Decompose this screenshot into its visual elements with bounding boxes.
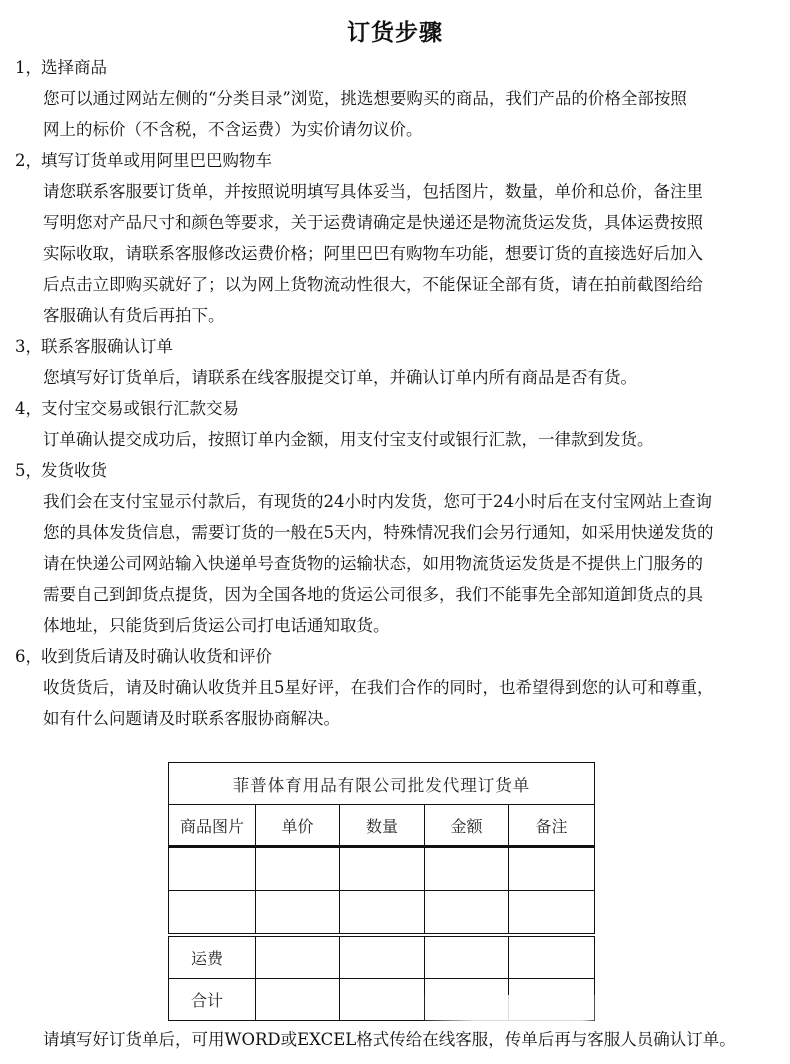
step-title: 收到货后请及时确认收货和评价 — [41, 647, 272, 666]
step-3 — [0, 331, 790, 393]
order-form-table — [168, 762, 594, 1017]
step-heading — [0, 145, 790, 176]
table-cell — [425, 935, 509, 979]
step-heading — [0, 393, 790, 424]
body-line: 您可以通过网站左侧的“分类目录”浏览，挑选想要购买的商品，我们产品的价格全部按照 — [43, 89, 687, 108]
total-label: 合计 — [169, 979, 256, 1021]
table-cell — [256, 935, 340, 979]
table-cell — [169, 847, 256, 891]
table-header-row — [169, 805, 595, 847]
step-body — [0, 362, 773, 393]
order-form-title: 菲普体育用品有限公司批发代理订货单 — [169, 763, 595, 805]
table-row — [169, 891, 595, 936]
step-heading — [0, 331, 790, 362]
column-header-notes: 备注 — [509, 805, 595, 847]
step-number: 4， — [15, 399, 42, 418]
step-body — [0, 672, 773, 734]
step-title: 选择商品 — [41, 58, 107, 77]
step-1 — [0, 52, 790, 145]
step-heading — [0, 641, 790, 672]
step-number: 6， — [15, 647, 42, 666]
step-number: 2， — [15, 151, 42, 170]
faded-watermark — [420, 995, 600, 1025]
table-cell — [256, 891, 340, 936]
column-header-quantity: 数量 — [340, 805, 425, 847]
steps-list — [0, 52, 790, 734]
body-line: 订单确认提交成功后，按照订单内金额，用支付宝支付或银行汇款，一律款到发货。 — [43, 430, 654, 449]
step-title: 填写订货单或用阿里巴巴购物车 — [41, 151, 272, 170]
page-title: 订货步骤 — [347, 20, 443, 46]
body-line: 体地址，只能货到后货运公司打电话通知取货。 — [43, 616, 390, 635]
step-number: 3， — [15, 337, 42, 356]
shipping-row — [169, 935, 595, 979]
table-cell — [509, 847, 595, 891]
table-cell — [256, 847, 340, 891]
step-number: 5， — [15, 461, 42, 480]
step-number: 1， — [15, 58, 42, 77]
body-line: 需要自己到卸货点提货，因为全国各地的货运公司很多，我们不能事先全部知道卸货点的具 — [43, 585, 703, 604]
step-title: 联系客服确认订单 — [41, 337, 173, 356]
step-6 — [0, 641, 790, 734]
table-cell — [169, 891, 256, 936]
step-body — [0, 486, 773, 641]
body-line: 请在快递公司网站输入快递单号查货物的运输状态，如用物流货运发货是不提供上门服务的 — [43, 554, 703, 573]
column-header-image: 商品图片 — [169, 805, 256, 847]
step-title: 支付宝交易或银行汇款交易 — [41, 399, 239, 418]
body-line: 我们会在支付宝显示付款后，有现货的24小时内发货，您可于24小时后在支付宝网站上查询 — [43, 492, 712, 511]
table-cell — [509, 891, 595, 936]
shipping-label: 运费 — [169, 935, 256, 979]
body-line: 实际收取，请联系客服修改运费价格；阿里巴巴有购物车功能，想要订货的直接选好后加入 — [43, 244, 703, 263]
table-row — [169, 847, 595, 891]
table-cell — [340, 847, 425, 891]
body-line: 您填写好订货单后，请联系在线客服提交订单，并确认订单内所有商品是否有货。 — [43, 368, 637, 387]
step-body — [0, 424, 773, 455]
body-line: 网上的标价（不含税，不含运费）为实价请勿议价。 — [43, 120, 423, 139]
step-4 — [0, 393, 790, 455]
step-heading — [0, 455, 790, 486]
table-cell — [425, 891, 509, 936]
body-line: 后点击立即购买就好了；以为网上货物流动性很大，不能保证全部有货，请在拍前截图给给 — [43, 275, 703, 294]
step-body — [0, 176, 773, 331]
step-body — [0, 83, 773, 145]
body-line: 收货货后，请及时确认收货并且5星好评，在我们合作的同时，也希望得到您的认可和尊重， — [43, 678, 714, 697]
step-2 — [0, 145, 790, 331]
column-header-amount: 金额 — [425, 805, 509, 847]
table-cell — [509, 935, 595, 979]
column-header-unit-price: 单价 — [256, 805, 340, 847]
body-line: 您的具体发货信息，需要订货的一般在5天内，特殊情况我们会另行通知，如采用快递发货的 — [43, 523, 714, 542]
footer-note: 请填写好订货单后，可用WORD或EXCEL格式传给在线客服，传单后再与客服人员确认订单。 — [43, 1030, 736, 1049]
step-heading — [0, 52, 790, 83]
step-title: 发货收货 — [41, 461, 107, 480]
table-cell — [340, 979, 425, 1021]
body-line: 请您联系客服要订货单，并按照说明填写具体妥当，包括图片，数量，单价和总价，备注里 — [43, 182, 703, 201]
table-cell — [340, 891, 425, 936]
table-cell — [256, 979, 340, 1021]
table-cell — [340, 935, 425, 979]
body-line: 写明您对产品尺寸和颜色等要求，关于运费请确定是快递还是物流货运发货，具体运费按照 — [43, 213, 703, 232]
body-line: 客服确认有货后再拍下。 — [43, 306, 225, 325]
step-5 — [0, 455, 790, 641]
body-line: 如有什么问题请及时联系客服协商解决。 — [43, 709, 340, 728]
table-cell — [425, 847, 509, 891]
